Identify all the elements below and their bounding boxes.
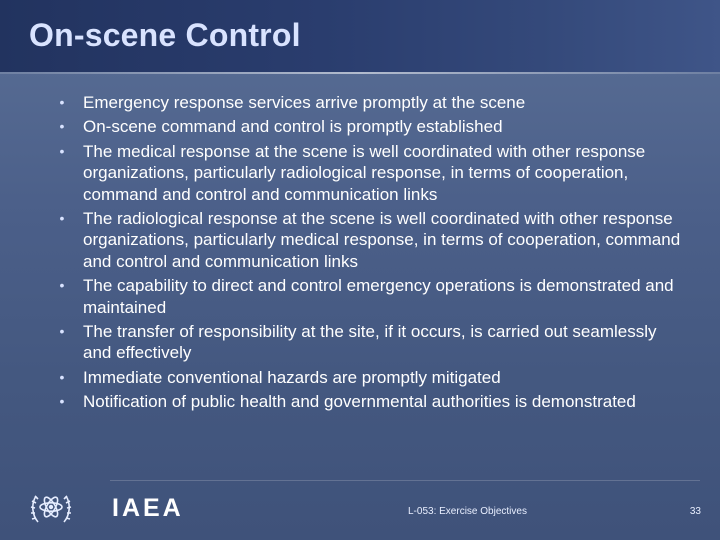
bullet-item xyxy=(56,275,681,318)
bullet-text: On-scene command and control is promptly established xyxy=(83,117,503,137)
bullet-item xyxy=(56,321,681,364)
footer-caption: L-053: Exercise Objectives xyxy=(408,506,527,517)
iaea-logo xyxy=(26,482,184,532)
iaea-logo-text: IAEA xyxy=(112,494,184,522)
bullet-icon: • xyxy=(59,323,65,340)
bullet-text: The capability to direct and control emergency operations is demonstrated and maintained xyxy=(83,276,674,317)
bullet-item xyxy=(56,391,681,412)
footer-divider xyxy=(110,480,700,481)
bullet-icon: • xyxy=(59,368,65,385)
slide-title: On-scene Control xyxy=(29,17,301,53)
bullet-icon: • xyxy=(59,94,65,110)
bullet-icon: • xyxy=(59,142,65,159)
bullet-text: The radiological response at the scene is well coordinated with other response organizations, particularly medical response, in terms of cooperation, command and control and communication links xyxy=(83,209,681,271)
bullet-text: The transfer of responsibility at the site, if it occurs, is carried out seamlessly and effectively xyxy=(83,322,657,363)
bullet-text: The medical response at the scene is well coordinated with other response organizations, particularly radiological response, in terms of cooperation, command and control and communication links xyxy=(83,141,646,204)
title-band xyxy=(0,0,720,72)
bullet-list xyxy=(56,92,681,416)
page-number: 33 xyxy=(689,506,701,517)
bullet-item xyxy=(56,92,681,113)
bullet-text: Emergency response services arrive promptly at the scene xyxy=(83,93,526,112)
bullet-item xyxy=(56,208,681,272)
title-divider xyxy=(0,72,720,74)
bullet-item xyxy=(56,367,681,388)
bullet-text: Immediate conventional hazards are promptly mitigated xyxy=(83,367,501,387)
slide-footer xyxy=(0,480,720,540)
bullet-text: Notification of public health and governmental authorities is demonstrated xyxy=(83,392,636,412)
bullet-icon: • xyxy=(59,277,65,294)
bullet-icon: • xyxy=(59,210,65,227)
bullet-item xyxy=(56,141,681,205)
bullet-item xyxy=(56,116,681,137)
iaea-atom-emblem-icon xyxy=(26,482,76,532)
bullet-icon: • xyxy=(59,118,65,135)
bullet-icon: • xyxy=(59,393,65,410)
